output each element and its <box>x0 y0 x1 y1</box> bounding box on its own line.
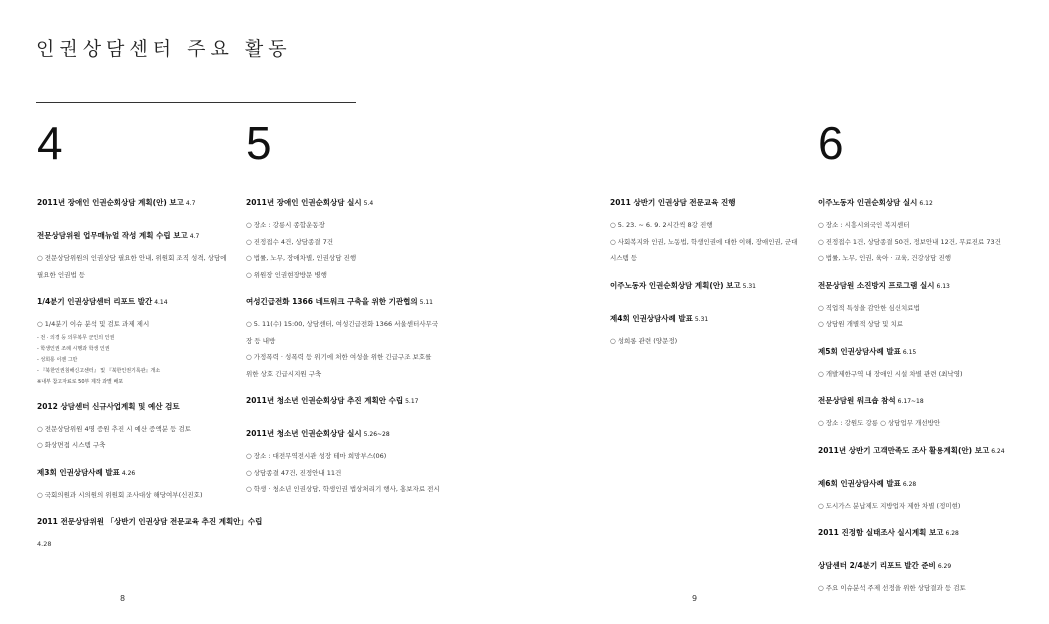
page-number-right: 9 <box>692 594 698 603</box>
activity-heading <box>246 428 476 439</box>
activity-detail-line: 필요한 인권법 등 <box>37 270 86 279</box>
activity-block <box>37 401 237 467</box>
activity-heading-text: 제5회 인권상담사례 발표 <box>818 346 901 356</box>
activity-heading-text: 상담센터 2/4분기 리포트 발간 준비 <box>818 561 936 570</box>
activity-detail-line: ○ 주요 이슈분석 주제 선정을 위한 상담결과 등 검토 <box>818 584 966 592</box>
activity-heading-text: 제6회 인권상담사례 발표 <box>818 478 901 488</box>
activity-heading <box>610 313 810 324</box>
block-spacer <box>37 217 237 230</box>
block-spacer <box>610 300 810 313</box>
activity-date: 6.24 <box>991 447 1005 455</box>
activity-date: 5.31 <box>742 282 756 290</box>
activity-detail-line: ○ 상담원 개별적 상담 및 치료 <box>818 320 904 328</box>
activity-detail-line: ○ 법률, 노무, 장애차별, 인권상담 진행 <box>246 254 357 262</box>
activity-heading <box>818 560 1043 571</box>
activity-block <box>37 197 237 230</box>
activity-date: 5.4 <box>363 200 374 207</box>
activity-subdetail-line: - 성희롱 이젠 그만 <box>37 356 78 363</box>
activity-detail-line: ○ 장소 : 대전무역전시관 성장 테마 희망부스(06) <box>246 452 387 460</box>
activity-heading-text: 전문상담원 소진방지 프로그램 실시 <box>818 280 935 290</box>
activity-heading <box>818 395 1043 406</box>
block-spacer <box>818 547 1043 560</box>
activity-date: 4.7 <box>189 233 200 240</box>
activity-block <box>818 560 1043 610</box>
activity-heading <box>610 197 810 208</box>
activity-date: 6.12 <box>919 200 933 207</box>
activity-heading <box>37 197 237 208</box>
activity-heading <box>246 296 476 307</box>
activity-date: 6.28 <box>945 530 959 537</box>
block-spacer <box>37 503 237 516</box>
activity-block <box>610 313 810 363</box>
activity-detail-line: ○ 장소 : 강원도 강릉 ○ 상담업무 개선방안 <box>818 419 941 427</box>
activity-block <box>37 516 263 566</box>
block-spacer <box>818 514 1043 527</box>
activity-heading <box>246 395 476 406</box>
activity-block <box>818 346 1043 396</box>
activity-detail-line: 4.28 <box>37 540 52 548</box>
block-spacer <box>610 267 810 280</box>
activity-block <box>818 527 1043 560</box>
activity-block <box>818 478 1043 528</box>
activity-detail-line: ○ 장소 : 강릉시 종합운동장 <box>246 221 325 229</box>
activity-heading <box>37 401 237 412</box>
block-spacer <box>246 283 476 296</box>
activity-detail-line: 장 등 내방 <box>246 336 276 345</box>
page-number-left: 8 <box>120 594 126 603</box>
activity-block <box>818 280 1043 346</box>
activity-heading-text: 2011년 장애인 인권순회상담 계획(안) 보고 <box>37 198 184 207</box>
activity-column-may-continued <box>610 197 810 362</box>
activity-detail-line: ○ 가정폭력 · 성폭력 등 위기에 처한 여성을 위한 긴급구조 보호를 <box>246 353 432 361</box>
activity-date: 6.28 <box>902 480 917 488</box>
activity-detail-line: ○ 상담종결 47건, 진정안내 11건 <box>246 468 342 477</box>
activity-heading <box>818 280 1043 291</box>
activity-detail-line: ○ 장소 : 시흥시외국인 복지센터 <box>818 221 910 229</box>
activity-detail-line: ○ 5. 23. ~ 6. 9. 2시간씩 8강 진행 <box>610 221 713 229</box>
activity-heading <box>246 197 476 208</box>
block-spacer <box>37 454 237 467</box>
activity-block <box>246 428 476 511</box>
activity-detail-line: ○ 도시가스 분납제도 지방업자 제한 차별 (정미현) <box>818 501 961 510</box>
activity-heading-text: 1/4분기 인권상담센터 리포트 발간 <box>37 297 153 306</box>
activity-detail-line: ○ 5. 11(수) 15:00, 상담센터, 여성긴급전화 1366 서울센터사무국 <box>246 320 439 328</box>
block-spacer <box>818 382 1043 395</box>
activity-detail-line: ○ 국회의원과 시의원의 위원회 조사대상 해당여부(신진호) <box>37 490 203 499</box>
block-spacer <box>246 382 476 395</box>
block-spacer <box>37 553 237 566</box>
month-number-5: 5 <box>246 117 272 169</box>
block-spacer <box>818 597 1043 610</box>
activity-date: 4.7 <box>185 200 196 207</box>
activity-heading <box>818 197 1043 208</box>
activity-date: 6.15 <box>902 348 917 356</box>
activity-date: 6.29 <box>937 563 952 570</box>
activity-heading <box>818 527 1043 538</box>
activity-date: 6.17~18 <box>897 398 924 405</box>
activity-heading-text: 이주노동자 인권순회상담 실시 <box>818 198 918 207</box>
activity-date: 6.13 <box>936 282 950 290</box>
activity-column-may <box>246 197 476 511</box>
activity-heading-text: 제4회 인권상담사례 발표 <box>610 313 693 323</box>
title-divider <box>36 102 356 103</box>
activity-date: 5.17 <box>405 398 419 405</box>
block-spacer <box>818 465 1043 478</box>
activity-heading <box>818 346 1043 357</box>
block-spacer <box>37 283 237 296</box>
activity-date: 5.11 <box>419 299 433 306</box>
activity-heading-text: 2011 상반기 인권상담 전문교육 진행 <box>610 198 736 207</box>
activity-date: 4.14 <box>154 299 168 306</box>
block-spacer <box>610 349 810 362</box>
activity-detail-line: ○ 학생 · 청소년 인권상담, 학생인권 법상처리기 행사, 홍보자료 전시 <box>246 485 440 493</box>
activity-block <box>246 296 476 395</box>
block-spacer <box>818 432 1043 445</box>
activity-heading-text: 2011년 청소년 인권순회상담 실시 <box>246 429 362 438</box>
activity-detail-line: 위한 상호 긴급시지원 구축 <box>246 369 322 378</box>
activity-block <box>818 445 1043 478</box>
activity-detail-line: 시스템 등 <box>610 254 638 262</box>
activity-subdetail-line: - 『북한인권침해신고센터』 및 『북한인권기록관』개소 <box>37 367 161 374</box>
month-number-4: 4 <box>37 117 63 169</box>
activity-date: 5.31 <box>694 315 709 323</box>
activity-date: 4.26 <box>121 469 136 477</box>
activity-heading-text: 제3회 인권상담사례 발표 <box>37 467 120 477</box>
block-spacer <box>37 388 237 401</box>
activity-detail-line: ○ 사회복지와 인권, 노동법, 학생인권에 대한 이해, 장애인권, 군대 <box>610 237 798 246</box>
activity-heading <box>818 478 1043 489</box>
page-title: 인권상담센터 주요 활동 <box>36 38 292 60</box>
activity-column-june <box>818 197 1043 610</box>
activity-subdetail-line: - 학생인권 조례 시행과 학생 인권 <box>37 345 110 352</box>
activity-heading-text: 전문상담위원 업무매뉴얼 작성 계획 수립 보고 <box>37 231 188 240</box>
activity-heading-text: 2011년 청소년 인권순회상담 추진 계획안 수립 <box>246 396 404 405</box>
block-spacer <box>818 333 1043 346</box>
activity-heading-text: 2011 전문상담위원 「상반기 인권상담 전문교육 추진 계획안」수립 <box>37 517 263 526</box>
activity-heading-text: 이주노동자 인권순회상담 계획(안) 보고 <box>610 280 741 290</box>
activity-detail-line: ○ 직업적 특성을 감안한 심신치료법 <box>818 303 920 312</box>
activity-heading-text: 여성긴급전화 1366 네트워크 구축을 위한 기관협의 <box>246 297 418 306</box>
activity-block <box>37 230 237 296</box>
activity-heading <box>818 445 1043 456</box>
activity-subdetail-line: - 전 · 의경 등 의무복무 군인의 인권 <box>37 334 115 341</box>
activity-detail-line: ○ 진정접수 1건, 상담종결 50건, 정보안내 12건, 무료진료 73건 <box>818 237 1001 246</box>
activity-detail-line: ○ 전문상담위원의 인권상담 필요한 안내, 위원회 조직 성격, 상담에 <box>37 254 227 262</box>
activity-detail-line: ○ 1/4분기 이슈 분석 및 검토 과제 제시 <box>37 320 150 328</box>
activity-detail-line: ○ 성희롱 관련 (양문정) <box>610 336 678 345</box>
activity-heading-text: 전문상담원 워크숍 참석 <box>818 396 896 405</box>
activity-heading-text: 2011년 장애인 인권순회상담 실시 <box>246 198 362 207</box>
activity-heading <box>37 230 237 241</box>
activity-block <box>610 280 810 313</box>
activity-block <box>246 395 476 428</box>
activity-block <box>818 197 1043 280</box>
activity-heading <box>37 516 263 527</box>
block-spacer <box>246 498 476 511</box>
activity-heading-text: 2011년 상반기 고객만족도 조사 활용계획(안) 보고 <box>818 445 990 455</box>
activity-block <box>37 467 237 517</box>
activity-subdetail-line: ※내부 참고자료로 50부 제작 과별 배포 <box>37 378 124 385</box>
activity-detail-line: ○ 진정접수 4건, 상담종결 7건 <box>246 237 334 246</box>
activity-block <box>246 197 476 296</box>
activity-heading <box>610 280 810 291</box>
activity-detail-line: ○ 전문상담위원 4명 증원 추진 시 예산 증액분 등 검토 <box>37 424 191 433</box>
activity-detail-line: ○ 법률, 노무, 인권, 육아 · 교육, 건강상담 진행 <box>818 254 951 262</box>
activity-detail-line: ○ 개발제한구역 내 장애인 시설 차별 관련 (최낙영) <box>818 369 963 378</box>
activity-heading <box>37 467 237 478</box>
activity-date: 5.26~28 <box>363 431 390 438</box>
activity-detail-line: ○ 위원장 인권현장방문 병행 <box>246 270 327 279</box>
activity-heading <box>37 296 237 307</box>
activity-block <box>610 197 810 280</box>
activity-detail-line: ○ 화상면접 시스템 구축 <box>37 441 106 449</box>
activity-block <box>37 296 237 401</box>
block-spacer <box>818 267 1043 280</box>
block-spacer <box>246 415 476 428</box>
activity-heading-text: 2011 진정함 실태조사 실시계획 보고 <box>818 528 944 537</box>
month-number-6: 6 <box>818 117 844 169</box>
activity-block <box>818 395 1043 445</box>
activity-heading-text: 2012 상담센터 신규사업계획 및 예산 검토 <box>37 401 180 411</box>
